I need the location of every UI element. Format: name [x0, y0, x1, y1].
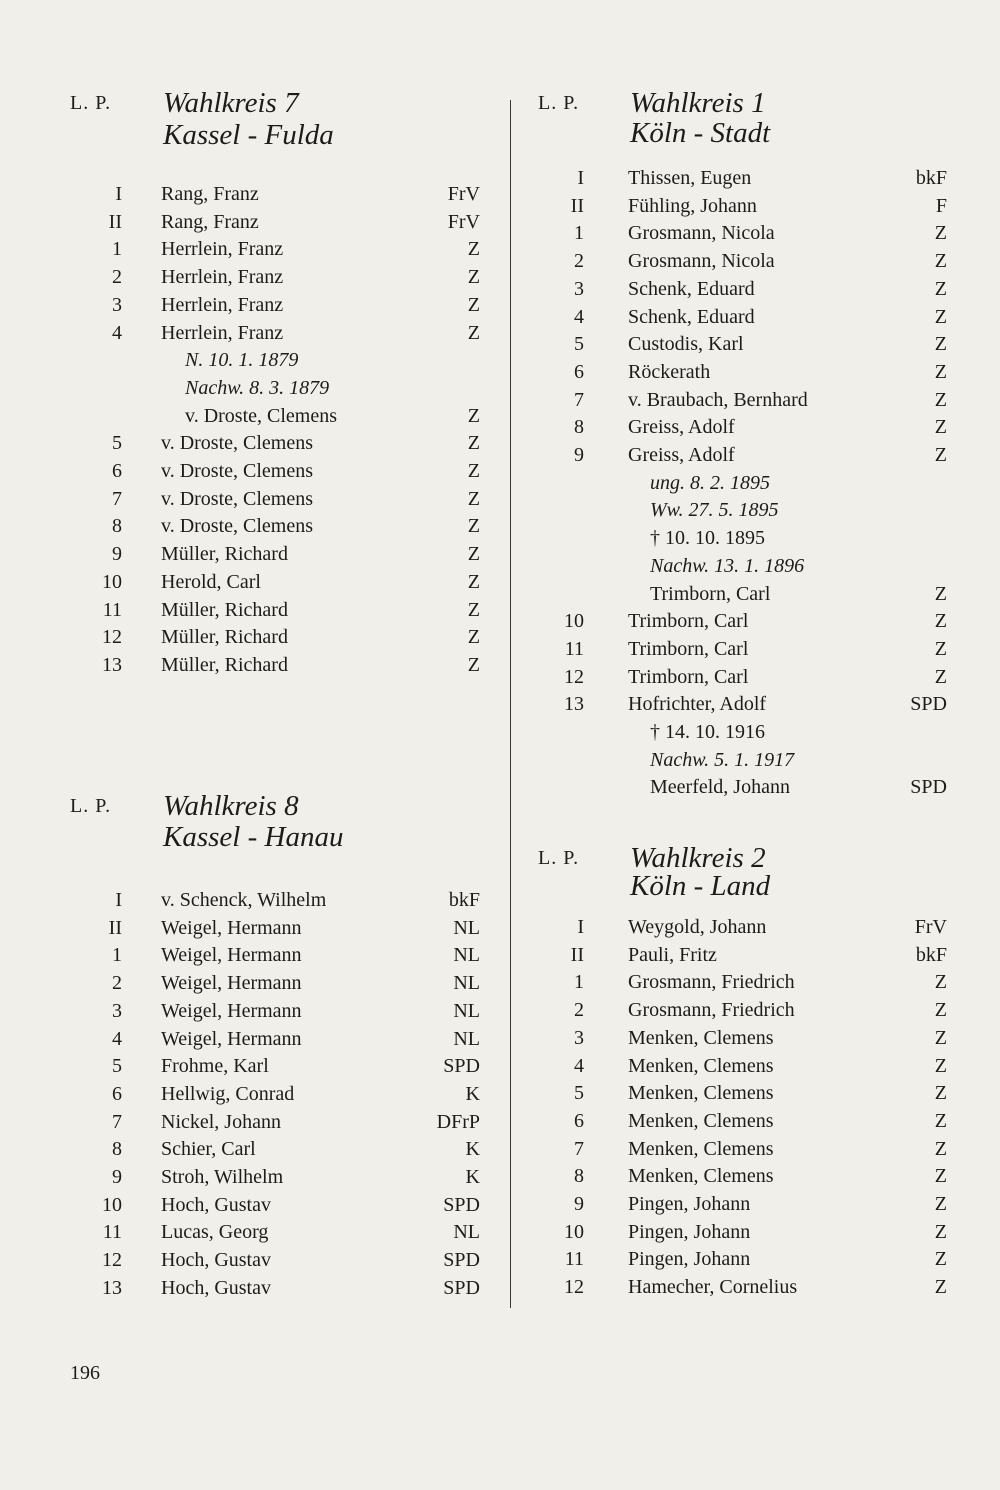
- member-name: Menken, Clemens: [628, 1165, 774, 1188]
- period-number: II: [570, 194, 584, 217]
- period-number: 4: [112, 1027, 122, 1050]
- period-number: 13: [102, 1276, 122, 1299]
- party-code: SPD: [443, 1249, 480, 1272]
- party-code: SPD: [910, 693, 947, 716]
- party-code: NL: [453, 944, 480, 967]
- period-number: II: [570, 943, 584, 966]
- member-name: Grosmann, Friedrich: [628, 999, 795, 1022]
- period-number: II: [108, 916, 122, 939]
- period-number: 10: [102, 1193, 122, 1216]
- member-name: Weigel, Hermann: [161, 916, 302, 939]
- party-code: FrV: [914, 916, 947, 938]
- member-name: Rang, Franz: [161, 210, 259, 233]
- member-name: Menken, Clemens: [628, 1026, 774, 1049]
- table-row: [0, 1052, 1000, 1080]
- party-code: Z: [467, 460, 480, 482]
- party-code: K: [465, 1138, 480, 1161]
- period-number: 12: [564, 1276, 584, 1299]
- period-number: II: [108, 210, 122, 233]
- table-row: [0, 941, 1000, 969]
- member-name: v. Schenck, Wilhelm: [161, 889, 327, 911]
- period-number: 5: [574, 1082, 584, 1105]
- party-code: Z: [934, 250, 947, 273]
- period-number: 9: [112, 1166, 122, 1188]
- period-number: 6: [112, 460, 122, 482]
- member-name: Weigel, Hermann: [161, 999, 302, 1022]
- period-number: 11: [564, 1248, 584, 1271]
- member-name: Trimborn, Carl: [628, 610, 749, 633]
- table-row: [0, 247, 1000, 275]
- member-name: Trimborn, Carl: [628, 665, 749, 688]
- member-name: Herrlein, Franz: [161, 238, 284, 261]
- section-title: Wahlkreis 7: [163, 87, 299, 119]
- table-row: [0, 275, 1000, 303]
- period-number: 5: [112, 432, 122, 455]
- table-row: [0, 580, 1000, 608]
- period-number: 3: [112, 293, 122, 316]
- party-code: Z: [934, 1248, 947, 1271]
- period-number: I: [577, 916, 584, 938]
- period-number: 9: [574, 444, 584, 466]
- member-name: ung. 8. 2. 1895: [650, 471, 770, 494]
- member-name: Herrlein, Franz: [161, 321, 284, 344]
- table-row: [0, 968, 1000, 996]
- party-code: Z: [934, 1054, 947, 1077]
- period-number: 8: [112, 515, 122, 538]
- member-name: Müller, Richard: [161, 543, 288, 566]
- member-name: Ww. 27. 5. 1895: [650, 499, 779, 522]
- period-number: 7: [112, 1110, 122, 1133]
- member-name: Lucas, Georg: [161, 1221, 269, 1244]
- party-code: Z: [934, 971, 947, 994]
- party-code: Z: [934, 637, 947, 660]
- table-row: [0, 164, 1000, 192]
- period-number: 8: [574, 1165, 584, 1188]
- party-code: Z: [934, 610, 947, 633]
- period-number: 9: [112, 543, 122, 566]
- member-name: v. Braubach, Bernhard: [628, 388, 808, 411]
- period-number: 10: [564, 1220, 584, 1243]
- section-subtitle: Kassel - Fulda: [163, 119, 334, 151]
- period-number: 1: [112, 238, 122, 261]
- member-name: Schenk, Eduard: [628, 277, 755, 300]
- member-name: Grosmann, Nicola: [628, 222, 775, 245]
- party-code: Z: [467, 653, 480, 676]
- period-number: 8: [112, 1138, 122, 1161]
- period-number: 4: [574, 1054, 584, 1077]
- period-number: 7: [574, 1137, 584, 1160]
- party-code: Z: [467, 487, 480, 510]
- party-code: Z: [934, 388, 947, 411]
- period-number: 2: [574, 999, 584, 1022]
- party-code: K: [465, 1082, 480, 1105]
- period-number: 11: [102, 598, 122, 621]
- table-row: [0, 413, 1000, 441]
- member-name: Pauli, Fritz: [628, 943, 717, 966]
- table-row: [0, 1273, 1000, 1301]
- party-code: Z: [467, 626, 480, 649]
- member-name: Meerfeld, Johann: [650, 776, 790, 799]
- member-name: v. Droste, Clemens: [185, 404, 338, 427]
- party-code: Z: [934, 582, 947, 605]
- party-code: Z: [934, 1137, 947, 1160]
- member-name: Hofrichter, Adolf: [628, 693, 767, 716]
- party-code: F: [935, 194, 947, 217]
- table-row: [0, 358, 1000, 386]
- member-name: Stroh, Wilhelm: [161, 1166, 284, 1188]
- section-subtitle: Köln - Stadt: [630, 117, 771, 149]
- member-name: Herrlein, Franz: [161, 266, 284, 289]
- table-row: [0, 441, 1000, 469]
- section-title: Wahlkreis 1: [630, 87, 766, 119]
- member-name: Grosmann, Friedrich: [628, 971, 795, 994]
- party-code: FrV: [447, 210, 480, 233]
- member-name: Herrlein, Franz: [161, 293, 284, 316]
- member-name: † 14. 10. 1916: [650, 721, 765, 743]
- member-name: Menken, Clemens: [628, 1082, 774, 1105]
- party-code: Z: [934, 1082, 947, 1105]
- party-code: Z: [934, 360, 947, 383]
- member-name: Weigel, Hermann: [161, 944, 302, 967]
- period-number: 9: [574, 1193, 584, 1215]
- party-code: Z: [934, 277, 947, 300]
- table-row: [0, 1190, 1000, 1218]
- party-code: Z: [467, 293, 480, 316]
- member-name: Müller, Richard: [161, 626, 288, 649]
- member-name: Schier, Carl: [161, 1138, 256, 1161]
- table-row: [0, 913, 1000, 941]
- party-code: Z: [934, 1276, 947, 1299]
- period-number: 7: [574, 388, 584, 411]
- member-name: Hoch, Gustav: [161, 1276, 271, 1299]
- member-name: Müller, Richard: [161, 653, 288, 676]
- table-row: [0, 607, 1000, 635]
- party-code: Z: [934, 1109, 947, 1132]
- party-code: FrV: [447, 183, 480, 205]
- table-row: [0, 552, 1000, 580]
- table-row: [0, 635, 1000, 663]
- table-row: [0, 886, 1000, 914]
- lp-label: L. P.: [538, 847, 580, 869]
- member-name: Weigel, Hermann: [161, 1027, 302, 1050]
- party-code: Z: [934, 305, 947, 328]
- member-name: Hoch, Gustav: [161, 1193, 271, 1216]
- party-code: Z: [934, 1026, 947, 1049]
- member-name: Nachw. 5. 1. 1917: [650, 748, 795, 771]
- party-code: SPD: [443, 1055, 480, 1078]
- member-name: Trimborn, Carl: [628, 637, 749, 660]
- party-code: SPD: [910, 776, 947, 799]
- member-name: † 10. 10. 1895: [650, 527, 765, 550]
- party-code: Z: [934, 1193, 947, 1215]
- member-name: Menken, Clemens: [628, 1109, 774, 1132]
- party-code: Z: [467, 543, 480, 566]
- member-name: Weygold, Johann: [628, 916, 767, 938]
- member-name: Nachw. 8. 3. 1879: [185, 376, 330, 399]
- member-name: v. Droste, Clemens: [161, 432, 314, 455]
- member-name: Frohme, Karl: [161, 1055, 269, 1078]
- party-code: Z: [934, 999, 947, 1022]
- party-code: Z: [467, 266, 480, 289]
- member-name: Pingen, Johann: [628, 1220, 751, 1243]
- member-name: Greiss, Adolf: [628, 416, 735, 439]
- table-row: [0, 469, 1000, 497]
- period-number: 10: [564, 610, 584, 633]
- period-number: 1: [112, 944, 122, 967]
- period-number: 4: [112, 321, 122, 344]
- period-number: 1: [574, 971, 584, 994]
- party-code: NL: [453, 916, 480, 939]
- table-row: [0, 773, 1000, 801]
- lp-label: L. P.: [70, 795, 112, 817]
- member-name: Menken, Clemens: [628, 1137, 774, 1160]
- table-row: [0, 1024, 1000, 1052]
- table-row: [0, 496, 1000, 524]
- period-number: 6: [574, 360, 584, 383]
- party-code: bkF: [915, 167, 947, 189]
- member-name: Weigel, Hermann: [161, 972, 302, 995]
- table-row: [0, 996, 1000, 1024]
- period-number: 13: [564, 693, 584, 716]
- period-number: 6: [574, 1109, 584, 1132]
- member-name: Greiss, Adolf: [628, 444, 735, 466]
- party-code: NL: [453, 1221, 480, 1244]
- member-name: Custodis, Karl: [628, 333, 744, 356]
- member-name: Trimborn, Carl: [650, 582, 771, 605]
- period-number: 4: [574, 305, 584, 328]
- table-row: [0, 386, 1000, 414]
- member-name: Nickel, Johann: [161, 1110, 281, 1133]
- member-name: v. Droste, Clemens: [161, 515, 314, 538]
- party-code: bkF: [448, 889, 480, 911]
- period-number: 12: [564, 665, 584, 688]
- party-code: Z: [934, 444, 947, 466]
- period-number: I: [115, 183, 122, 205]
- party-code: NL: [453, 999, 480, 1022]
- section-title: Wahlkreis 8: [163, 790, 299, 822]
- period-number: 2: [574, 250, 584, 273]
- member-name: Müller, Richard: [161, 598, 288, 621]
- party-code: Z: [934, 1165, 947, 1188]
- table-row: [0, 690, 1000, 718]
- party-code: SPD: [443, 1193, 480, 1216]
- period-number: 3: [574, 1026, 584, 1049]
- period-number: 13: [102, 653, 122, 676]
- period-number: 12: [102, 626, 122, 649]
- table-row: [0, 1162, 1000, 1190]
- member-name: Fühling, Johann: [628, 194, 757, 217]
- period-number: 12: [102, 1249, 122, 1272]
- member-name: Hoch, Gustav: [161, 1249, 271, 1272]
- period-number: I: [115, 889, 122, 911]
- party-code: Z: [934, 222, 947, 245]
- table-row: [0, 1079, 1000, 1107]
- party-code: Z: [467, 404, 480, 427]
- page-number: 196: [70, 1362, 100, 1384]
- table-row: [0, 1135, 1000, 1163]
- member-name: Hellwig, Conrad: [161, 1082, 295, 1105]
- member-name: Pingen, Johann: [628, 1193, 751, 1215]
- party-code: bkF: [915, 943, 947, 966]
- lp-label: L. P.: [538, 92, 580, 114]
- table-row: [0, 1245, 1000, 1273]
- member-name: Nachw. 13. 1. 1896: [650, 554, 805, 577]
- member-name: Menken, Clemens: [628, 1054, 774, 1077]
- table-row: [0, 330, 1000, 358]
- party-code: SPD: [443, 1276, 480, 1299]
- table-row: [0, 663, 1000, 691]
- period-number: 8: [574, 416, 584, 439]
- table-row: [0, 718, 1000, 746]
- member-name: v. Droste, Clemens: [161, 487, 314, 510]
- table-row: [0, 524, 1000, 552]
- section-title: Wahlkreis 2: [630, 842, 766, 874]
- party-code: Z: [934, 333, 947, 356]
- table-row: [0, 1107, 1000, 1135]
- party-code: DFrP: [436, 1110, 480, 1133]
- member-name: Rang, Franz: [161, 183, 259, 205]
- period-number: 6: [112, 1082, 122, 1105]
- period-number: I: [577, 167, 584, 189]
- party-code: Z: [467, 515, 480, 538]
- party-code: Z: [467, 321, 480, 344]
- member-name: Pingen, Johann: [628, 1248, 751, 1271]
- member-name: v. Droste, Clemens: [161, 460, 314, 482]
- period-number: 3: [574, 277, 584, 300]
- period-number: 5: [574, 333, 584, 356]
- party-code: K: [465, 1166, 480, 1188]
- section-subtitle: Köln - Land: [630, 870, 771, 902]
- table-row: [0, 1218, 1000, 1246]
- member-name: Grosmann, Nicola: [628, 250, 775, 273]
- period-number: 10: [102, 570, 122, 593]
- section-subtitle: Kassel - Hanau: [163, 821, 344, 853]
- party-code: Z: [467, 432, 480, 455]
- party-code: Z: [467, 570, 480, 593]
- table-row: [0, 303, 1000, 331]
- member-name: Schenk, Eduard: [628, 305, 755, 328]
- party-code: Z: [934, 416, 947, 439]
- party-code: Z: [467, 238, 480, 261]
- party-code: Z: [934, 1220, 947, 1243]
- party-code: Z: [934, 665, 947, 688]
- period-number: 3: [112, 999, 122, 1022]
- table-row: [0, 746, 1000, 774]
- member-name: Thissen, Eugen: [628, 167, 752, 189]
- period-number: 2: [112, 972, 122, 995]
- period-number: 2: [112, 266, 122, 289]
- table-row: [0, 192, 1000, 220]
- lp-label: L. P.: [70, 92, 112, 114]
- party-code: NL: [453, 1027, 480, 1050]
- table-row: [0, 219, 1000, 247]
- party-code: NL: [453, 972, 480, 995]
- member-name: N. 10. 1. 1879: [185, 349, 299, 372]
- period-number: 11: [102, 1221, 122, 1244]
- period-number: 11: [564, 637, 584, 660]
- period-number: 5: [112, 1055, 122, 1078]
- period-number: 1: [574, 222, 584, 245]
- period-number: 7: [112, 487, 122, 510]
- member-name: Röckerath: [628, 360, 711, 383]
- member-name: Hamecher, Cornelius: [628, 1276, 798, 1299]
- member-name: Herold, Carl: [161, 570, 261, 593]
- party-code: Z: [467, 598, 480, 621]
